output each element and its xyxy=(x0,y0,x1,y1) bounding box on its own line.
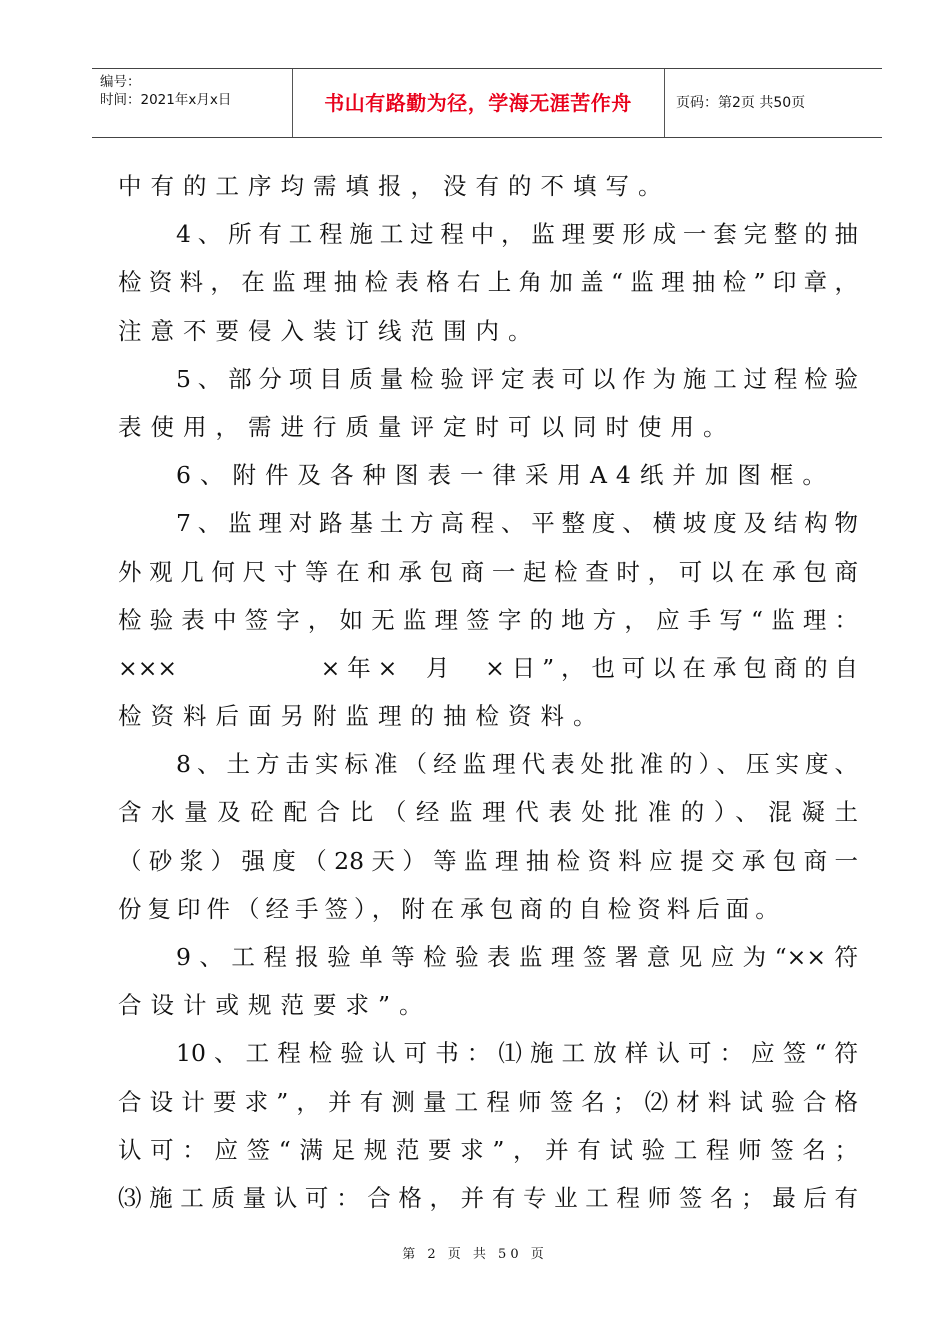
page-header xyxy=(92,68,882,138)
body-line: ××× ×年× 月 ×日”，也可以在承包商的自 xyxy=(118,653,858,682)
body-line: 外观几何尺寸等在和承包商一起检查时，可以在承包商 xyxy=(118,557,858,586)
document-time-label: 时间：2021年x月x日 xyxy=(100,92,232,108)
body-line: 认可：应签“满足规范要求”，并有试验工程师签名； xyxy=(118,1135,858,1164)
body-line: 9、工程报验单等检验表监理签署意见应为“××符 xyxy=(176,943,858,971)
body-line: 注意不要侵入装订线范围内。 xyxy=(118,316,541,345)
header-page-code: 页码：第2页 共50页 xyxy=(676,95,806,111)
header-motto-cell xyxy=(292,69,665,137)
body-line: 检资料，在监理抽检表格右上角加盖“监理抽检”印章， xyxy=(118,268,858,297)
body-line: 检验表中签字，如无监理签字的地方，应手写“监理： xyxy=(118,605,858,634)
header-info-cell xyxy=(92,69,293,137)
body-line: 10、工程检验认可书：⑴施工放样认可：应签“符 xyxy=(176,1039,858,1068)
body-line: （砂浆）强度（28天）等监理抽检资料应提交承包商一 xyxy=(118,846,858,875)
body-line: 中有的工序均需填报，没有的不填写。 xyxy=(118,172,671,200)
body-line: 合设计要求”，并有测量工程师签名；⑵材料试验合格 xyxy=(118,1087,858,1116)
document-number-label: 编号： xyxy=(100,74,141,90)
header-motto: 书山有路勤为径，学海无涯苦作舟 xyxy=(324,91,632,115)
body-line: 检资料后面另附监理的抽检资料。 xyxy=(118,702,606,731)
body-line: 份复印件（经手签），附在承包商的自检资料后面。 xyxy=(118,894,785,923)
body-line: 4、所有工程施工过程中，监理要形成一套完整的抽 xyxy=(176,220,858,249)
body-line: 7、监理对路基土方高程、平整度、横坡度及结构物 xyxy=(176,509,858,538)
body-line: 含水量及砼配合比（经监理代表处批准的）、混凝土 xyxy=(118,798,858,827)
body-line: 8、土方击实标准（经监理代表处批准的）、压实度、 xyxy=(176,750,858,779)
page-footer: 第 2 页 共 50 页 xyxy=(402,1247,548,1262)
body-line: 合设计或规范要求”。 xyxy=(118,991,432,1020)
body-line: 6、附件及各种图表一律采用A4纸并加图框。 xyxy=(176,461,835,490)
body-line: 表使用，需进行质量评定时可以同时使用。 xyxy=(118,412,736,441)
header-page-cell xyxy=(664,69,882,137)
body-line: 5、部分项目质量检验评定表可以作为施工过程检验 xyxy=(176,364,858,393)
body-line: ⑶施工质量认可：合格，并有专业工程师签名；最后有 xyxy=(118,1183,858,1212)
document-body xyxy=(118,162,858,1222)
